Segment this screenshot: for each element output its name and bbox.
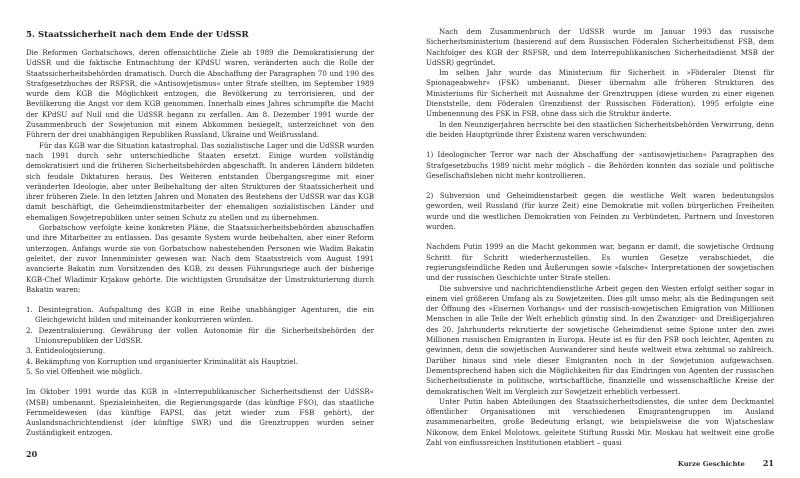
left-page [0,0,400,468]
right-page [400,0,800,478]
principles-list [26,305,374,377]
page-number: 21 [762,458,774,469]
paragraph: Gorbatschow verfolgte keine konkreten Pläne, die Staatssicherheitsbehörden abzuschaffen und ihre Mitarbeiter zu entlassen. Das gesamte System wurde beibehalten, aber einer Reform unterzogen. Anfangs wurde sie von Gorbatschow nahestehenden Personen wie Wadim Bakatin geleitet, der zuvor Innenminister gewesen war. Nach dem Staatsstreich vom August 1991 avancierte Bakatin zum Vorsitzenden des KGB, zu dessen Führungsriege auch der bisherige KGB-Chef Wladimir Krjakow gehörte. Die wichtigsten Grundsätze der Umstrukturierung durch Bakatin waren: [26,223,374,294]
paragraph: Unter Putin haben Abteilungen des Staatssicherheitsdienstes, die unter dem Deckmantel öffentlicher Organisationen mit verschiedenen Emigrantengruppen im Ausland zusammenarbeiten, große Bedeutung erlangt, wie beispielsweise die von Wjatscheslaw Nikonow, dem Enkel Molotows, geleitete Stiftung Russki Mir. Moskau hat weltweit eine große Zahl von einflussreichen Institutionen etabliert – quasi [426,396,774,447]
paragraph: In den Neunzigerjahren herrschte bei den staatlichen Sicherheitsbehörden Verwirrung, denn die beiden Hauptgründe ihrer Existenz waren verschwunden: [426,119,774,139]
list-item: 1. Desintegration. Aufspaltung des KGB in eine Reihe unabhängiger Agenturen, die ein Gleichgewicht bilden und miteinander konkurrieren würden. [26,305,374,325]
list-item: 4. Bekämpfung von Korruption und organisierter Kriminalität als Hauptziel. [26,356,298,366]
list-item: 2. Dezentralisierung. Gewährung der vollen Autonomie für die Sicherheitsbehörden der Unionsrepubliken der UdSSR. [26,325,374,346]
paragraph: 2) Subversion und Geheimdienstarbeit gegen die westliche Welt waren bedeutungslos geworden, weil Russland (für kurze Zeit) eine Demokratie mit vollen bürgerlichen Freiheiten wurde und die westlichen Demokratien von Feinden zu Verbündeten, Partnern und Investoren wurden. [426,191,774,232]
page-number: 20 [26,448,38,459]
right-text-column [426,27,774,448]
right-page-footer [426,458,774,478]
paragraph: Im Oktober 1991 wurde das KGB in »Interrepublikanischer Sicherheitsdienst der UdSSR« (MSB) umbenannt. Spezialeinheiten, die Regierungsgarde (das künftige FSO), das staatliche Fernmeldewesen (das künftige FAPSI, das jetzt wieder zum FSB gehört), der Auslandsnachrichtendienst (der künftige SWR) und die Grenztruppen wurden seiner Zuständigkeit entzogen. [26,387,374,438]
paragraph: 1) Ideologischer Terror war nach der Abschaffung der »antisowjetischen« Paragraphen des Strafgesetzbuchs 1989 nicht mehr möglich – die Behörden konnten das soziale und politische Gesellschaftsleben nicht mehr kontrollieren. [426,150,774,180]
left-page-footer [26,449,374,468]
chapter-heading: 5. Staatssicherheit nach dem Ende der UdSSR [26,30,249,40]
paragraph: Nachdem Putin 1999 an die Macht gekommen war, begann er damit, die sowjetische Ordnung Schritt für Schritt wiederherzustellen. Es wurden Gesetze verabschiedet, die regierungsfeindliche Reden und Äußerungen sowie »falsche« Interpretationen der sowjetischen und der russischen Geschichte unter Strafe stellen. [426,242,774,283]
paragraph: Die Reformen Gorbatschows, deren offensichtliche Ziele ab 1989 die Demokratisierung der UdSSR und die faktische Entmachtung der KPdSU waren, veränderten auch die Rolle der Staatssicherheitsbehörden dramatisch. Durch die Abschaffung der Paragraphen 70 und 190 des Strafgesetzbuches der RSFSR, die »Antisowjetismus« unter Strafe stellten, im September 1989 wurde dem KGB die Möglichkeit entzogen, die Bevölkerung zu terrorisieren, und der Bevölkerung die Angst vor dem KGB genommen. Innerhalb eines Jahres schrumpfte die Macht der KPdSU auf Null und die UdSSR begann zu zerfallen. Am 8. Dezember 1991 wurde der Zusammenbruch der Sowjetunion mit einem Abkommen besiegelt, unterzeichnet von den Führern der drei unabhängigen Republiken Russland, Ukraine und Weißrussland. [26,48,374,140]
list-item: 5. So viel Offenheit wie möglich. [26,366,143,376]
paragraph: Nach dem Zusammenbruch der UdSSR wurde im Januar 1993 das russische Sicherheitsministerium (basierend auf dem Russischen Föderalen Sicherheitsdienst FSB, dem Nachfolger des KGB der RSFSR, und dem Interrepublikanischen Sicherheitsdienst MSB der UdSSR) gegründet. [426,27,774,67]
paragraph: Die subversive und nachrichtendienstliche Arbeit gegen den Westen erfolgt seither sogar in einem viel größeren Umfang als zu Sowjetzeiten. Dies gilt umso mehr, als die Bedingungen seit der Öffnung des »Eisernen Vorhangs« und der russisch-sowjetischen Emigration von Millionen Menschen in alle Teile der Welt erheblich günstig sind. In den Zwanziger- und Dreißigerjahren des 20. Jahrhunderts rekrutierte der sowjetische Geheimdienst seine Spione unter den zwei Millionen russischen Emigranten in Europa. Heute ist es für den FSB noch leichter, Agenten zu gewinnen, denn die sowjetischen Auswanderer sind heute weltweit etwa zehnmal so zahlreich. Darüber hinaus sind viele dieser Emigranten noch in der Sowjetunion aufgewachsen. Dementsprechend haben sich die Möglichkeiten für das Eindringen von Agenten der russischen Sicherheitsdienste in politische, wirtschaftliche, finanzielle und wissenschaftliche Kreise der demokratischen Welt im Vergleich zur Sowjetzeit erheblich verbessert. [426,283,774,396]
left-text-column [26,30,374,439]
paragraph: Im selben Jahr wurde das Ministerium für Sicherheit in »Föderaler Dienst für Spionageabwehr« (FSK) umbenannt. Dieser übernahm alle früheren Strukturen des Ministeriums für Sicherheit mit Ausnahme der Grenztruppen (diese wurden zu einer eigenen Dienststelle, dem Föderalen Grenzdienst der Russischen Föderation). 1995 erfolgte eine Umbenennung des FSK in FSB, ohne dass sich die Struktur änderte. [426,68,774,119]
list-item: 3. Entideologisierung. [26,346,106,356]
running-head: Kurze Geschichte [677,460,745,469]
paragraph: Für das KGB war die Situation katastrophal. Das sozialistische Lager und die UdSSR wurden nach 1991 durch sehr unterschiedliche Staaten ersetzt. Einige wurden vollständig demokratisiert und die früheren Sicherheitsbehörden abgeschafft. In anderen Ländern bildeten sich feudale Diktaturen heraus. Des Weiteren entstanden Übergangsregime mit einer veränderten Ideologie, aber unter Beibehaltung der alten Strukturen der Staatssicherheit und ihrer früheren Ziele. In den letzten Jahren und Monaten des Bestehens der UdSSR war das KGB damit beschäftigt, die Geheimdienstmitarbeiter der ehemaligen sozialistischen Länder und ehemaligen Sowjetrepubliken unter seinen Schutz zu stellen und zu übernehmen. [26,140,374,222]
